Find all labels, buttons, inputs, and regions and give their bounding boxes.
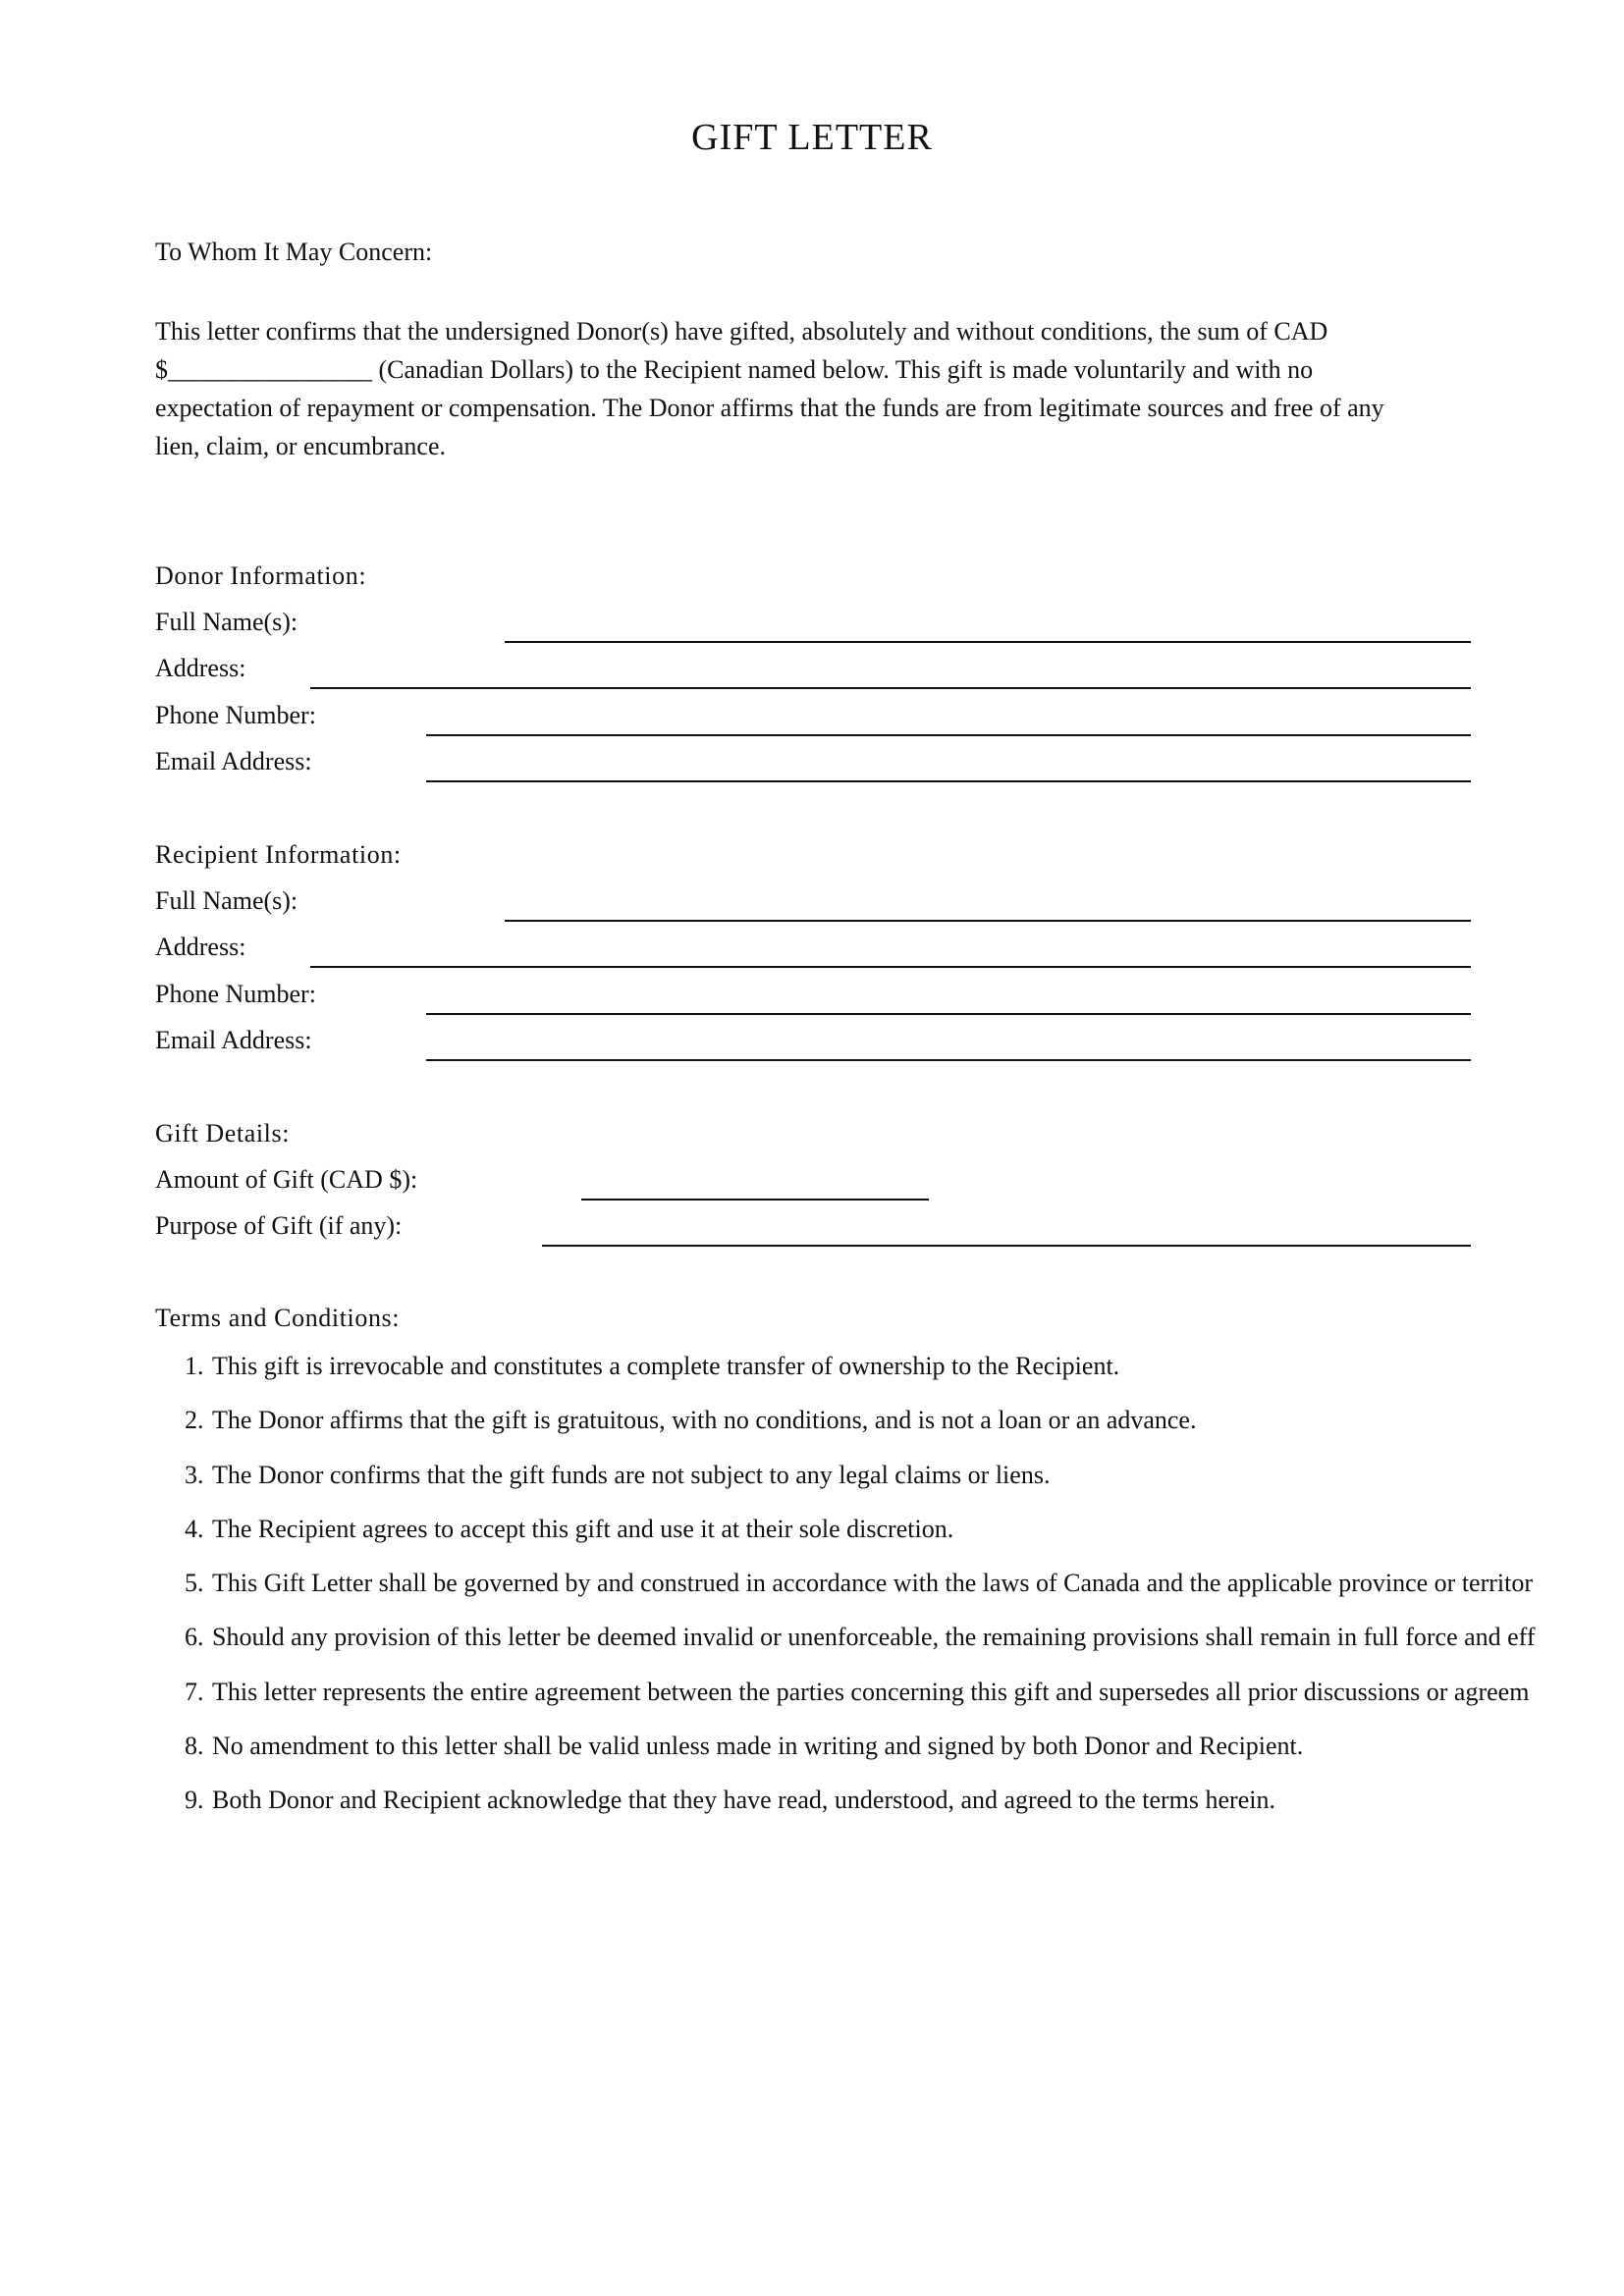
donor-address-line[interactable] [310,687,1471,689]
recipient-address-line[interactable] [310,966,1471,968]
intro-paragraph [155,312,1481,465]
recipient-full-name-field[interactable] [155,879,1471,922]
donor-phone-line[interactable] [426,734,1471,736]
donor-full-name-field[interactable] [155,600,1471,643]
terms-item-text: The Donor confirms that the gift funds are not subject to any legal claims or liens. [212,1460,1051,1489]
terms-item [155,1402,1624,1456]
gift-details-heading: Gift Details: [155,1119,291,1148]
recipient-email-field[interactable] [155,1018,1471,1061]
donor-email-field[interactable] [155,739,1471,782]
recipient-email-line[interactable] [426,1059,1471,1061]
donor-full-name-label: Full Name(s): [155,608,298,636]
gift-amount-field[interactable] [155,1157,1471,1201]
donor-email-line[interactable] [426,780,1471,782]
intro-line: expectation of repayment or compensation. The Donor affirms that the funds are from legitimate sources and free of any [155,394,1384,422]
terms-item-text: No amendment to this letter shall be valid unless made in writing and signed by both Donor and Recipient. [212,1732,1304,1761]
terms-item-number: 9. [185,1786,204,1815]
terms-item [155,1619,1624,1673]
intro-line: lien, claim, or encumbrance. [155,432,446,460]
recipient-address-label: Address: [155,933,246,961]
terms-list [155,1348,1624,1837]
terms-item-number: 1. [185,1352,204,1380]
terms-item-number: 5. [185,1569,204,1598]
donor-phone-field[interactable] [155,693,1471,736]
terms-item-text: Should any provision of this letter be deemed invalid or unenforceable, the remaining provisions shall remain in full force and eff [212,1623,1536,1652]
recipient-full-name-label: Full Name(s): [155,886,298,915]
intro-line: This letter confirms that the undersigned Donor(s) have gifted, absolutely and without conditions, the sum of CAD [155,317,1328,346]
recipient-full-name-line[interactable] [505,920,1471,922]
gift-purpose-field[interactable] [155,1203,1471,1247]
terms-item-number: 6. [185,1623,204,1652]
gift-amount-line[interactable] [581,1199,929,1201]
gift-purpose-label: Purpose of Gift (if any): [155,1211,403,1240]
document-title: GIFT LETTER [691,117,933,158]
donor-address-field[interactable] [155,646,1471,689]
terms-item-text: The Recipient agrees to accept this gift and use it at their sole discretion. [212,1514,954,1543]
donor-phone-label: Phone Number: [155,701,316,729]
terms-item-number: 3. [185,1460,204,1489]
terms-item-number: 8. [185,1732,204,1761]
recipient-phone-label: Phone Number: [155,980,316,1008]
donor-full-name-line[interactable] [505,641,1471,643]
intro-line: $________________ (Canadian Dollars) to the Recipient named below. This gift is made voluntarily and with no [155,355,1314,384]
terms-item [155,1348,1624,1402]
terms-heading: Terms and Conditions: [155,1304,401,1332]
donor-address-label: Address: [155,654,246,682]
recipient-email-label: Email Address: [155,1026,312,1054]
terms-item-text: The Donor affirms that the gift is gratuitous, with no conditions, and is not a loan or an advance. [212,1406,1197,1435]
terms-item [155,1457,1624,1511]
gift-amount-label: Amount of Gift (CAD $): [155,1165,418,1194]
terms-item-text: This gift is irrevocable and constitutes a complete transfer of ownership to the Recipient. [212,1352,1120,1380]
recipient-info-heading: Recipient Information: [155,840,402,869]
terms-item-text: This Gift Letter shall be governed by and construed in accordance with the laws of Canada and the applicable province or territor [212,1569,1534,1598]
recipient-phone-field[interactable] [155,972,1471,1015]
terms-item-text: Both Donor and Recipient acknowledge that they have read, understood, and agreed to the terms herein. [212,1786,1275,1815]
salutation: To Whom It May Concern: [155,238,433,266]
recipient-phone-line[interactable] [426,1013,1471,1015]
terms-item [155,1782,1624,1836]
terms-item-number: 4. [185,1514,204,1543]
donor-email-label: Email Address: [155,747,312,775]
terms-item [155,1511,1624,1565]
terms-item [155,1728,1624,1782]
terms-item-number: 7. [185,1677,204,1706]
donor-info-heading: Donor Information: [155,561,367,590]
terms-item-text: This letter represents the entire agreement between the parties concerning this gift and supersedes all prior discussions or agreem [212,1677,1530,1706]
gift-purpose-line[interactable] [542,1245,1471,1247]
terms-item [155,1674,1624,1728]
terms-item-number: 2. [185,1406,204,1435]
terms-item [155,1565,1624,1619]
recipient-address-field[interactable] [155,925,1471,968]
